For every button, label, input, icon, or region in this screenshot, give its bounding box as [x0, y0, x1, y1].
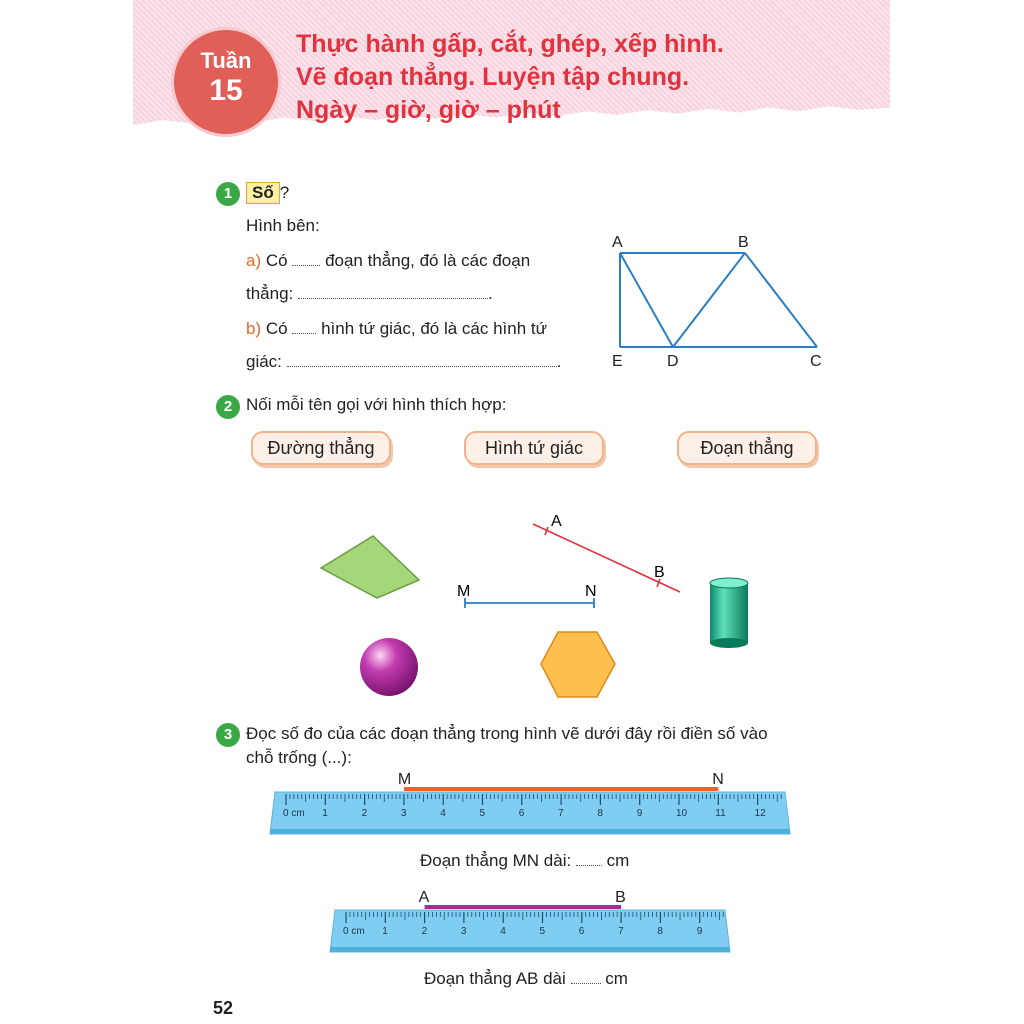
option-hinh-tu-giac[interactable]: Hình tứ giác: [464, 431, 604, 465]
ruler-number-label: 2: [361, 808, 368, 819]
ruler-number-label: 6: [578, 926, 585, 937]
ruler-number-label: 6: [518, 808, 525, 819]
ruler-number-label: 9: [696, 926, 703, 937]
part-a-text2: đoạn thẳng, đó là các đoạn: [325, 251, 531, 270]
ruler-number-label: 7: [558, 808, 564, 819]
ruler-edge: [270, 829, 790, 834]
answer-mn-unit: cm: [606, 851, 630, 870]
answer-ab-blank[interactable]: [571, 970, 601, 984]
part-b-text2: hình tứ giác, đó là các hình tứ: [321, 319, 548, 338]
part-b-text1: Có: [265, 319, 288, 338]
week-number: 15: [209, 74, 243, 107]
title-line-3: Ngày – giờ, giờ – phút: [296, 96, 561, 124]
part-b-end: .: [556, 352, 562, 371]
segment-label-n: N: [585, 583, 597, 600]
ruler-number-label: 3: [460, 926, 467, 937]
part-a-label: a): [246, 251, 262, 270]
segment-label-m: M: [457, 583, 471, 600]
ruler-number-label: 5: [479, 808, 486, 819]
ruler-mn: [270, 768, 810, 838]
quadrilateral-shape[interactable]: [321, 536, 419, 598]
ruler-number-label: 1: [322, 808, 328, 819]
point-b-label: B: [738, 234, 749, 251]
line-label-b: B: [654, 564, 665, 581]
answer-ab-text: Đoạn thẳng AB dài: [424, 969, 566, 988]
answer-mn-blank[interactable]: [576, 852, 602, 866]
ruler-body: [330, 910, 730, 952]
segment-end-label: B: [615, 889, 626, 906]
sphere-shape[interactable]: [360, 638, 418, 696]
ruler-number-label: 8: [657, 926, 663, 937]
ruler-number-label: 4: [500, 926, 506, 937]
ruler-number-label: 7: [618, 926, 624, 937]
ruler-number-label: 2: [421, 926, 428, 937]
part-a-end: .: [488, 284, 493, 303]
ruler-number-label: 5: [539, 926, 546, 937]
ruler-number-label: 8: [597, 808, 603, 819]
option-duong-thang[interactable]: Đường thẳng: [251, 431, 391, 465]
part-b-label: b): [246, 319, 262, 338]
hexagon-shape[interactable]: [541, 632, 615, 697]
ruler-number-label: 12: [754, 808, 766, 819]
answer-mn-text: Đoạn thẳng MN dài:: [420, 851, 572, 870]
point-a-label: A: [612, 234, 623, 251]
so-label: Số: [246, 182, 280, 204]
option-doan-thang[interactable]: Đoạn thẳng: [677, 431, 817, 465]
point-e-label: E: [612, 353, 623, 370]
ruler-number-label: 3: [400, 808, 407, 819]
title-line-1: Thực hành gấp, cắt, ghép, xếp hình.: [296, 30, 724, 58]
segment-start-label: A: [418, 889, 430, 906]
ruler-number-label: 11: [715, 808, 726, 819]
answer-mn-line: [420, 851, 629, 871]
answer-ab-unit: cm: [605, 969, 628, 988]
part-b-text3: giác:: [246, 352, 282, 371]
point-c-label: C: [810, 353, 822, 370]
answer-ab-line: [424, 969, 628, 989]
exercise-3-instruction-1: Đọc số đo của các đoạn thẳng trong hình vẽ dưới đây rồi điền số vào: [246, 724, 768, 743]
cylinder-shape[interactable]: [710, 578, 748, 648]
exercise-2-number: 2: [216, 395, 240, 419]
ruler-number-label: 9: [636, 808, 643, 819]
week-word: Tuần: [200, 48, 252, 73]
segment-start-label: M: [397, 771, 412, 788]
ruler-ab: [330, 886, 750, 956]
ruler-edge: [330, 947, 730, 952]
exercise-1-number: 1: [216, 182, 240, 206]
exercise-3-instruction-2: chỗ trống (...):: [246, 748, 352, 767]
part-a-text1: Có: [265, 251, 288, 270]
straight-line-ab[interactable]: [533, 524, 680, 592]
question-mark: ?: [279, 183, 290, 202]
line-label-a: A: [551, 513, 562, 530]
ruler-unit-label: 0 cm: [283, 808, 305, 819]
ruler-number-label: 1: [382, 926, 388, 937]
ruler-number-label: 4: [440, 808, 446, 819]
exercise-3-number: 3: [216, 723, 240, 747]
exercise-2-instruction: Nối mỗi tên gọi với hình thích hợp:: [246, 395, 507, 414]
exercise-1-intro: Hình bên:: [246, 216, 320, 235]
ruler-unit-label: 0 cm: [343, 926, 365, 937]
point-d-label: D: [667, 353, 679, 370]
segment-end-label: N: [712, 771, 724, 788]
page-number: 52: [213, 998, 234, 1018]
ruler-number-label: 10: [676, 808, 688, 819]
title-line-2: Vẽ đoạn thẳng. Luyện tập chung.: [296, 63, 690, 91]
part-a-text3: thẳng:: [246, 284, 294, 303]
